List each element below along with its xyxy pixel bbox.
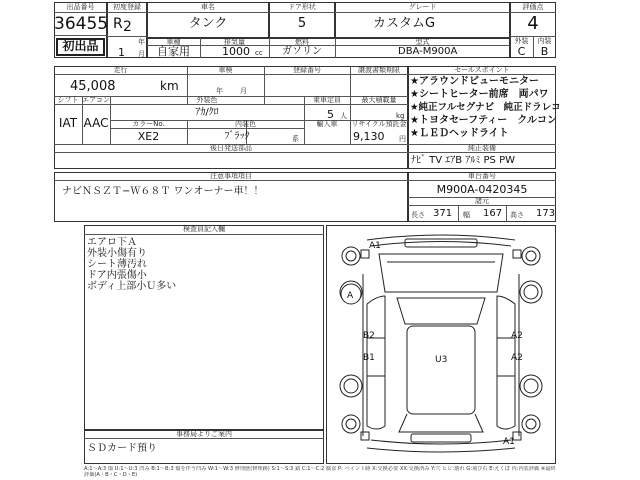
aircon-label: エアコン bbox=[82, 96, 110, 104]
exterior-label: 外装 bbox=[514, 37, 529, 45]
inspection-note: 外装小傷有り bbox=[87, 248, 147, 259]
overall-score: 4 bbox=[527, 13, 539, 34]
parts-shipped-later-label: 後日発送部品 bbox=[210, 144, 252, 152]
first-registration-label: 初度登録 bbox=[113, 3, 141, 11]
load-label: 最大積載量 bbox=[361, 96, 397, 104]
inspection-note: ドア内張傷小 bbox=[87, 270, 147, 281]
month-unit: 月 bbox=[138, 50, 145, 58]
color-label: 外装色 bbox=[196, 96, 218, 104]
displacement: 1000 bbox=[222, 45, 250, 58]
standard-equipment-label: 純正装備 bbox=[468, 144, 496, 152]
car-name-label: 車名 bbox=[201, 3, 215, 11]
dimensions-label: 諸元 bbox=[475, 197, 489, 205]
length-label: 長さ bbox=[411, 211, 425, 219]
interior-color-label: 内装色 bbox=[235, 120, 256, 128]
capacity-unit: 人 bbox=[340, 112, 347, 120]
damage-left-front: A bbox=[347, 291, 354, 301]
sales-point-item: ★トヨタセーフティー クルコン bbox=[410, 115, 557, 126]
damage-roof: U3 bbox=[435, 355, 448, 365]
damage-left-mid1: B2 bbox=[363, 331, 375, 341]
height: 173 bbox=[536, 208, 556, 219]
vehicle-type-label: 車種 bbox=[166, 38, 181, 46]
color-number-label: カラーNo. bbox=[132, 120, 165, 128]
year-unit: 年 bbox=[138, 38, 145, 46]
inspection-note: ボディ上部小Ｕ多い bbox=[87, 281, 177, 292]
inspection-note: シート薄汚れ bbox=[87, 259, 147, 270]
mileage-label: 走行 bbox=[113, 66, 128, 74]
damage-right-mid2: A2 bbox=[511, 353, 523, 363]
import-label: 輸入車 bbox=[316, 120, 338, 128]
damage-left-mid2: B1 bbox=[363, 353, 375, 363]
sales-point-item: ★シートヒーター前席 両パワ bbox=[410, 89, 549, 100]
interior-label: 内装 bbox=[537, 37, 552, 45]
fuel: ガソリン bbox=[282, 46, 322, 57]
damage-rear: A1 bbox=[503, 437, 515, 447]
fuel-label: 燃料 bbox=[295, 38, 309, 46]
aircon: AAC bbox=[83, 116, 109, 130]
office-notice: ＳＤカード預り bbox=[87, 443, 157, 454]
lot-number: 36455 bbox=[54, 14, 109, 34]
score-label: 評価点 bbox=[522, 3, 544, 11]
damage-front: A1 bbox=[369, 241, 381, 251]
standard-equipment: ﾅﾋﾞ TV ｴｱB ｱﾙﾐ PS PW bbox=[411, 155, 515, 166]
office-notice-label: 事務局よりご案内 bbox=[176, 430, 232, 438]
displacement-label: 排気量 bbox=[224, 38, 245, 46]
cc-unit: cc bbox=[255, 49, 263, 57]
height-label: 高さ bbox=[510, 211, 524, 219]
mileage: 45,008 bbox=[70, 79, 116, 94]
recycle-deposit-label: リサイクル預託金 bbox=[351, 120, 407, 128]
grade: カスタムG bbox=[373, 16, 436, 31]
yen-unit: 円 bbox=[399, 135, 406, 143]
length: 371 bbox=[433, 208, 453, 219]
model-label: 型式 bbox=[415, 38, 430, 46]
interior-color-suffix: 系 bbox=[292, 135, 299, 143]
legend: A:1〜A:3 傷 U:1〜U:3 凹み B:1〜B:3 傷を伴う凹み W:1〜W:3 修理歴(修理跡) S:1〜S:3 錆 C:1〜C:2 腐食 P: ペイント跡 X:交換必要 XX:交換済み Y:穴 ヒビ:割れ G:飛び石 E:えくぼ 内:内装評価 ※最終評価(A・B・C・D・E) bbox=[84, 466, 556, 478]
sales-point-item: ★純正フルセグナビ 純正ドラレコ bbox=[410, 102, 561, 113]
exterior-color: ｱｶ/ｸﾛ bbox=[195, 107, 219, 118]
car-outline-diagram bbox=[327, 226, 555, 463]
lot-number-label: 出品番号 bbox=[66, 3, 95, 11]
era-year: 2 bbox=[123, 19, 132, 35]
recycle-deposit: 9,130 bbox=[353, 130, 385, 143]
inspector-notes-label: 検査員記入欄 bbox=[183, 225, 225, 233]
door-label: ドア形状 bbox=[288, 3, 316, 11]
inspection-year-unit: 年 bbox=[216, 87, 223, 95]
doors: 5 bbox=[297, 16, 307, 31]
inspection-note: エアロ下Ａ bbox=[87, 237, 137, 248]
first-listing-badge: 初出品 bbox=[62, 39, 99, 53]
special-notes: ナビＮＳＺＴ−Ｗ６８Ｔ ワンオーナー車！！ bbox=[62, 186, 264, 197]
capacity: 5 bbox=[327, 108, 334, 121]
capacity-label: 乗車定員 bbox=[313, 96, 341, 104]
exterior-score: C bbox=[517, 45, 526, 58]
sales-points-label: セールスポイント bbox=[454, 66, 510, 74]
mileage-unit: km bbox=[160, 79, 179, 93]
car-name: タンク bbox=[188, 16, 228, 31]
interior-color: ﾌﾞﾗｯｸ bbox=[224, 131, 250, 142]
load-unit: kg bbox=[396, 112, 405, 120]
plate-label: 登録番号 bbox=[293, 66, 321, 74]
shift-label: シフト bbox=[57, 96, 79, 104]
document-deadline-label: 譲渡書類期限 bbox=[358, 66, 400, 74]
chassis-number: M900A-0420345 bbox=[436, 183, 528, 196]
reg-month: 1 bbox=[118, 46, 125, 59]
model-code: DBA-M900A bbox=[398, 46, 458, 57]
inspection-label: 車検 bbox=[218, 66, 233, 74]
chassis-label: 車台番号 bbox=[468, 172, 496, 180]
shift: IAT bbox=[58, 116, 78, 130]
grade-label: グレード bbox=[408, 3, 437, 11]
era: R bbox=[113, 16, 123, 32]
damage-diagram bbox=[326, 225, 556, 464]
width: 167 bbox=[483, 208, 503, 219]
vehicle-type: 自家用 bbox=[157, 45, 190, 58]
sales-point-item: ★ＬＥＤヘッドライト bbox=[410, 128, 509, 139]
color-number: XE2 bbox=[137, 130, 160, 143]
inspection-month-unit: 月 bbox=[240, 87, 247, 95]
special-notes-label: 注意事項項目 bbox=[210, 172, 252, 180]
sales-point-item: ★アラウンドビューモニター bbox=[410, 76, 539, 87]
interior-score: B bbox=[540, 45, 549, 58]
damage-right-mid1: A2 bbox=[511, 331, 523, 341]
width-label: 幅 bbox=[463, 211, 470, 219]
